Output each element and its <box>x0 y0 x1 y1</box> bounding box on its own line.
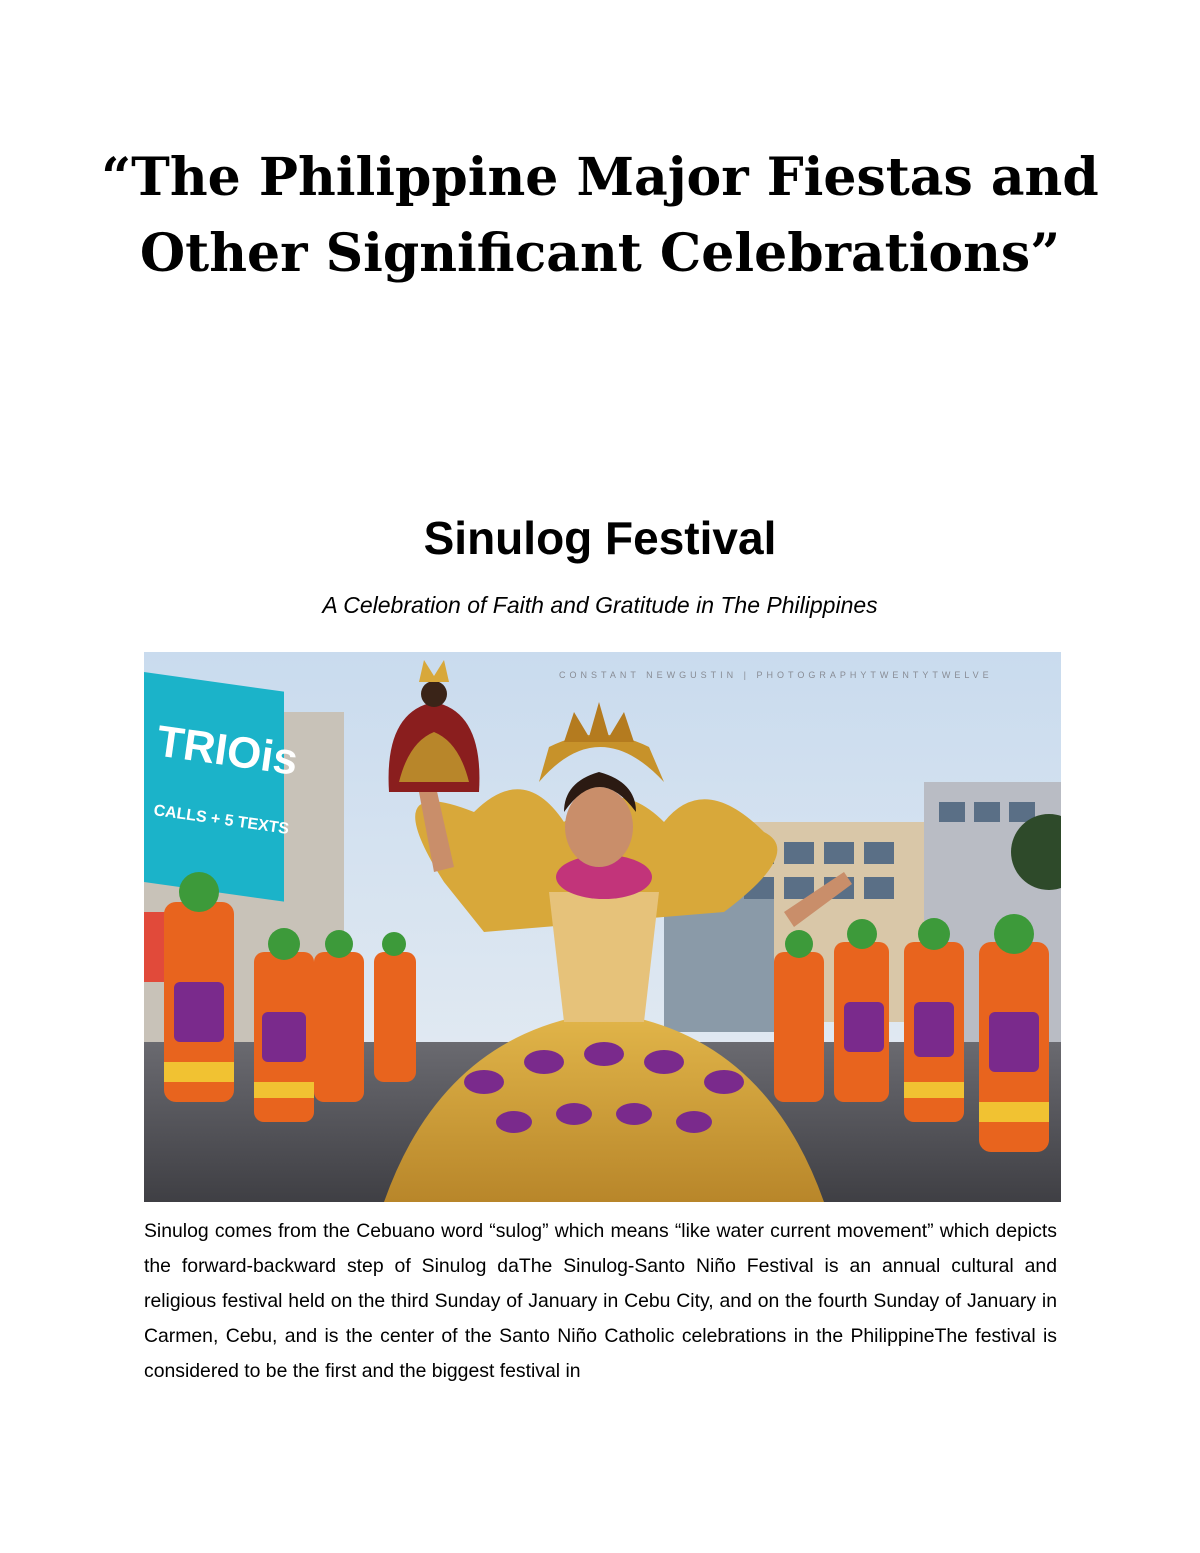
section-subtitle: A Celebration of Faith and Gratitude in The Philippines <box>322 592 878 618</box>
document-title: “The Philippine Major Fiestas and Other Significant Celebrations” <box>101 147 1099 284</box>
section-heading: Sinulog Festival <box>423 512 777 564</box>
body-paragraph: Sinulog comes from the Cebuano word “sulog” which means “like water current movement” which depicts the forward-backward step of Sinulog daThe Sinulog-Santo Niño Festival is an annual cultural and religious festival held on the third Sunday of January in Cebu City, and on the fourth Sunday of January in Carmen, Cebu, and is the center of the Santo Niño Catholic celebrations in the PhilippineThe festival is considered to be the first and the biggest festival in <box>144 1220 1057 1382</box>
photo-watermark: CONSTANT NEWGUSTIN | PHOTOGRAPHYTWENTYTWELVE <box>559 670 993 680</box>
billboard <box>144 672 284 902</box>
billboard-text: TRIOis <box>153 716 301 785</box>
festival-photo <box>144 652 1061 1202</box>
billboard-subtext: CALLS + 5 TEXTS <box>152 802 291 838</box>
